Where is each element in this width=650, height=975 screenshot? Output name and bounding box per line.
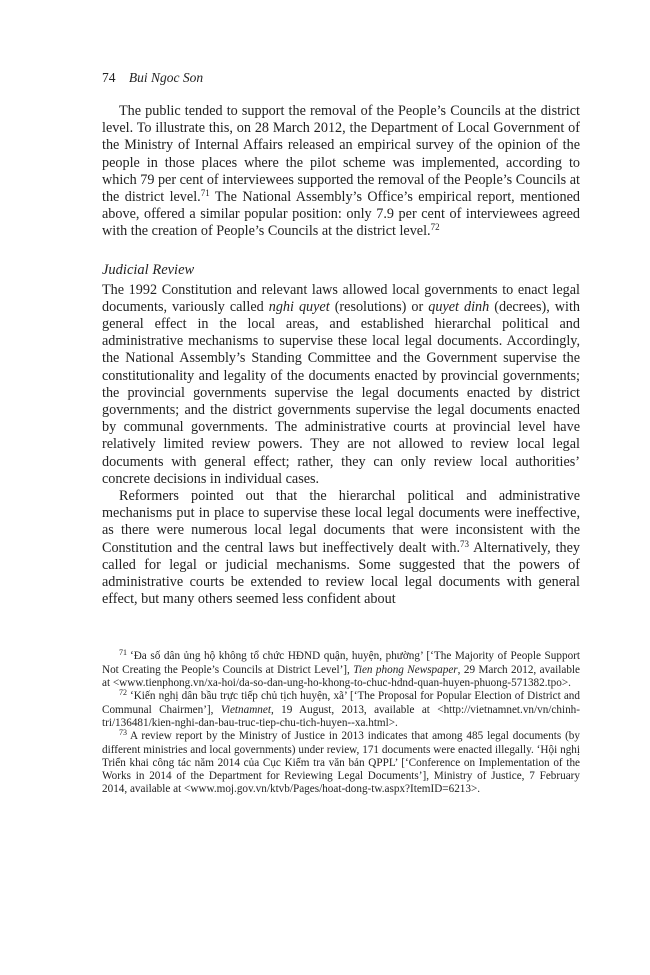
text-run: ‘Đa số dân ủng hộ không tổ chức HĐND quận, huyện, phường’ [‘The Majority of People Support Not Creating the People’s Councils at District Level’], [102, 650, 580, 676]
text-run: The National Assembly’s Office’s empirical report, mentioned above, offered a similar popular position: only 7.9 per cent of interviewees agreed with the creation of People’s Councils at the district level. [102, 189, 580, 240]
footnote-number: 72 [119, 688, 127, 698]
running-head [102, 70, 580, 86]
text-run: Alternatively, they called for legal or judicial mechanisms. Some suggested that the powers of administrative courts be extended to review local legal documents with general effect, but many others seemed less confident about [102, 539, 580, 608]
footnote-71 [102, 650, 580, 690]
text-run: , 19 August, 2013, available at <http://vietnamnet.vn/vn/chinh-tri/136481/kien-nghi-dan-bau-truc-tiep-chu-tich-huyen--xa.html>. [102, 703, 580, 729]
italic-term: quyet dinh [428, 298, 490, 315]
paragraph-reformers [102, 488, 580, 608]
footnote-72 [102, 690, 580, 730]
footnote-number: 73 [119, 728, 127, 738]
footnote-number: 71 [119, 648, 127, 658]
section-heading: Judicial Review [102, 261, 195, 278]
footnote-73 [102, 730, 580, 796]
text-run: (decrees), with general effect in the local areas, and established hierarchal political and administrative mechanisms to supervise these local legal documents. Accordingly, the National Assembly’s Standing Committee and the Government supervise the constitutionality and legality of the documents enacted by provincial governments; the provincial governments supervise the legal documents enacted by district governments; and the district governments supervise the legal documents enacted by communal governments. The administrative courts at provincial level have relatively limited review powers. They are not allowed to review local legal documents with general effect; rather, they can only review local authorities’ concrete decisions in individual cases. [102, 298, 581, 487]
footnotes [102, 650, 580, 796]
body-text [102, 103, 580, 608]
text-run: Reformers pointed out that the hierarchal political and administrative mechanisms put in place to supervise these local legal documents were ineffective, as there were numerous local legal documents that were inconsistent with the Constitution and the central laws but ineffectively dealt with. [102, 488, 580, 556]
text-run: The 1992 Constitution and relevant laws allowed local governments to enact legal documents, variously called [102, 281, 580, 315]
text-run: (resolutions) or [329, 298, 429, 315]
footnote-ref-72: 72 [430, 222, 440, 233]
italic-title: Tien phong Newspaper [353, 663, 458, 676]
italic-term: nghi quyet [268, 298, 330, 315]
text-run: A review report by the Ministry of Justice in 2013 indicates that among 485 legal documents (by different ministries and local governments) under review, 171 documents were enacted illegally. ‘Hội nghị Triển khai công tác năm 2014 của Cục Kiểm tra văn bản QPPL’ [‘Conference on Implementation of the Works in 2014 of the Department for Reviewing Legal Documents’], Ministry of Justice, 7 February 2014, available at <www.moj.gov.vn/ktvb/Pages/hoat-dong-tw.aspx?ItemID=6213>. [102, 730, 580, 796]
paragraph-constitution [102, 282, 580, 488]
text-run: The public tended to support the removal of the People’s Councils at the district level. To illustrate this, on 28 March 2012, the Department of Local Government of the Ministry of Internal Affairs released an empirical survey of the opinion of the people in those places where the pilot scheme was implemented, according to which 79 per cent of interviewees supported the removal of the People’s Councils at the district level. [102, 103, 580, 206]
text-run: ‘Kiến nghị dân bầu trực tiếp chủ tịch huyện, xã’ [‘The Proposal for Popular Election of District and Communal Chairmen’], [102, 690, 580, 716]
footnote-ref-73: 73 [460, 538, 469, 549]
footnote-ref-71: 71 [200, 188, 210, 199]
italic-title: Vietnamnet [220, 703, 271, 716]
running-head-author: Bui Ngoc Son [128, 70, 204, 85]
paragraph-public-support [102, 103, 580, 241]
text-run: , 29 March 2012, available at <www.tienphong.vn/xa-hoi/da-so-dan-ung-ho-khong-to-chuc-hdnd-quan-huyen-phuong-571382.tpo>. [102, 663, 581, 690]
page-number: 74 [102, 70, 116, 85]
